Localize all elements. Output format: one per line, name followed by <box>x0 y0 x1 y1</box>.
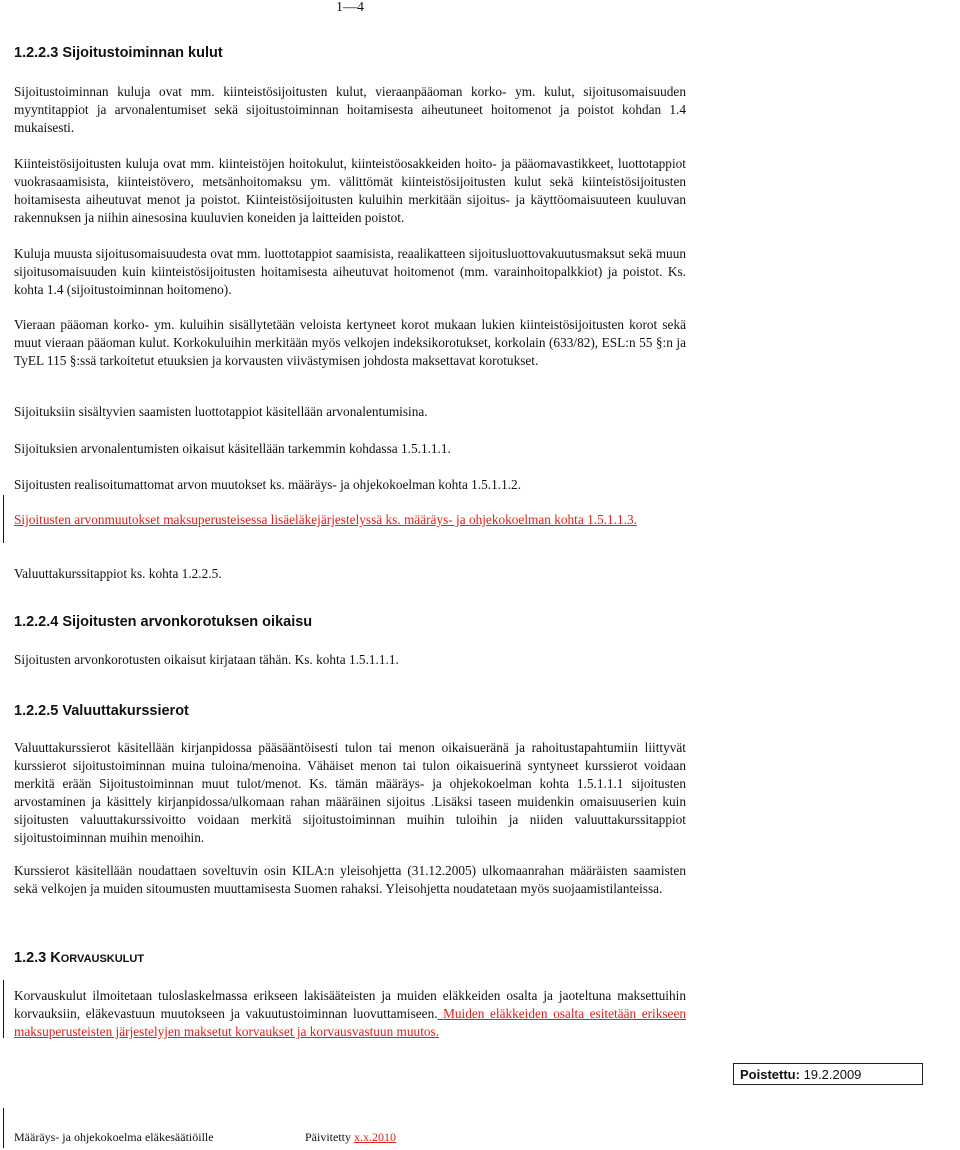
inserted-text-arvonmuutokset: Sijoitusten arvonmuutokset maksuperusteisessa lisäeläkejärjestelyssä ks. määräys- ja ohjekokoelman kohta 1.5.1.1.3. <box>14 512 637 527</box>
section-heading-1223: 1.2.2.3 Sijoitustoiminnan kulut <box>14 45 223 61</box>
paragraph-valuuttakurssitappiot: Valuuttakurssitappiot ks. kohta 1.2.2.5. <box>14 566 222 581</box>
heading-smallcaps: ORVAUSKULUT <box>60 953 145 965</box>
section-heading-1224: 1.2.2.4 Sijoitusten arvonkorotuksen oikaisu <box>14 614 313 630</box>
section-heading-123 <box>14 950 144 966</box>
deleted-comment-box[interactable] <box>733 1063 923 1085</box>
paragraph-realisoitumattomat-muutokset: Sijoitusten realisoitumattomat arvon muutokset ks. määräys- ja ohjekokoelman kohta 1.5.1.1.2. <box>14 477 522 492</box>
paragraph-korvauskulut <box>14 987 686 1041</box>
footer-updated-date: x.x.2010 <box>354 1130 396 1144</box>
paragraph-arvonalentumisten-oikaisut: Sijoituksien arvonalentumisten oikaisut käsitellään tarkemmin kohdassa 1.5.1.1.1. <box>14 441 451 456</box>
paragraph-kiinteistosijoitusten-kulut: Kiinteistösijoitusten kuluja ovat mm. kiinteistöjen hoitokulut, kiinteistöosakkeiden hoito- ja pääomavastikkeet, luottotappiot vuokrasaamisista, kiinteistövero, metsänhoitomaksu ym. välittömät kiinteistösijoitusten kulut sekä kiinteistösijoitusten hoitamisesta aiheutuvat menot ja poistot. Kiinteistösijoitusten kuluihin merkitään sijoitus- ja käyttöomaisuuteen kuuluvan rakennuksen ja niihin ainesosina kuuluvien koneiden ja laitteiden poistot. <box>14 156 686 225</box>
paragraph-sijoitustoiminnan-kulut: Sijoitustoiminnan kuluja ovat mm. kiinteistösijoitusten kulut, vieraanpääoman korko- ym. kulut, sijoitusomaisuuden myyntitappiot ja arvonalentumiset sekä sijoitustoiminnan hoitamisesta aiheutuneet hoitomenot ja poistot kohdan 1.4 mukaisesti. <box>14 84 686 135</box>
paragraph-vieraan-paaoman-korot: Vieraan pääoman korko- ym. kuluihin sisällytetään veloista kertyneet korot mukaan lukien kiinteistösijoitusten korot sekä muut vieraan pääoman kulut. Korkokuluihin merkitään myös velkojen indeksikorotukset, korkolain (633/82), ESL:n 55 §:n ja TyEL 115 §:ssä tarkoitetut etuuksien ja korvausten viivästymisen johdosta maksettavat korotukset. <box>14 317 686 368</box>
paragraph-luottotappiot: Sijoituksiin sisältyvien saamisten luottotappiot käsitellään arvonalentumisina. <box>14 404 428 419</box>
deleted-label: Poistettu: <box>740 1067 800 1082</box>
text-segment: Korvauskulut ilmoitetaan tuloslaskelmassa erikseen lakisääteisten <box>14 988 382 1003</box>
revision-bar <box>3 980 4 1038</box>
section-heading-1225: 1.2.2.5 Valuuttakurssierot <box>14 703 189 719</box>
paragraph-kurssierot-kila: Kurssierot käsitellään noudattaen soveltuvin osin KILA:n yleisohjetta (31.12.2005) ulkomaanrahan määräisten saamisten sekä velkojen ja muiden sitoumusten muuttamisesta Suomen rahaksi. Yleisohjetta noudatetaan myös suojaamistilanteissa. <box>14 863 686 896</box>
paragraph-muu-sijoitusomaisuus: Kuluja muusta sijoitusomaisuudesta ovat mm. luottotappiot saamisista, reaalikatteen sijoitusluottovakuutusmaksut sekä muun sijoitusomaisuuden kuin kiinteistösijoitusten hoitamisesta aiheutuvat hoitomenot (mm. varainhoitopalkkiot) ja poistot. Ks. kohta 1.4 (sijoitustoiminnan hoitomeno). <box>14 246 686 297</box>
footer-title: Määräys- ja ohjekokoelma eläkesäätiöille <box>14 1130 214 1144</box>
inserted-text-muiden-elakkeiden: Muiden eläkkeiden osalta esitetään erikseen maksuperusteisten järjestelyjen maksetut korvaukset ja korvausvastuun muutos. <box>14 1006 686 1039</box>
revision-bar <box>3 1108 4 1148</box>
text-segment: ja muiden eläkkeiden osalta ja jaoteltuna maksettuihin korvauksiin, eläkevastuun muutokseen ja vakuutustoiminnan luovuttamiseen. <box>14 988 686 1021</box>
revision-bar <box>3 495 4 543</box>
heading-number: 1.2.3 K <box>14 950 61 966</box>
page-number: 1—4 <box>336 0 364 15</box>
footer-updated <box>305 1130 396 1145</box>
deleted-date: 19.2.2009 <box>803 1067 862 1082</box>
footer-updated-label: Päivitetty <box>305 1130 354 1144</box>
paragraph-arvonkorotusten-oikaisut: Sijoitusten arvonkorotusten oikaisut kirjataan tähän. Ks. kohta 1.5.1.1.1. <box>14 652 399 667</box>
paragraph-valuuttakurssierot: Valuuttakurssierot käsitellään kirjanpidossa pääsääntöisesti tulon tai menon oikaisueränä ja rahoitustapahtumiin liittyvät kurssierot sijoitustoiminnan muina tuloina/menoina. Vähäiset menon tai tulon oikaisuerinä syntyneet kurssierot voidaan merkitä erään Sijoitustoiminnan muut tulot/menot. Ks. tämän määräys- ja ohjekokoelman kohta 1.5.1.1.1 sijoitusten arvostaminen ja käsittely kirjanpidossa/ulkomaan rahan määräinen sijoitus .Lisäksi taseen muidenkin omaisuuserien kuin sijoitusten valuuttakurssivoitto voidaan merkitä sijoitustoiminnan muihin tuloihin ja niiden valuuttakurssitappiot sijoitustoiminnan muihin menoihin. <box>14 740 686 845</box>
